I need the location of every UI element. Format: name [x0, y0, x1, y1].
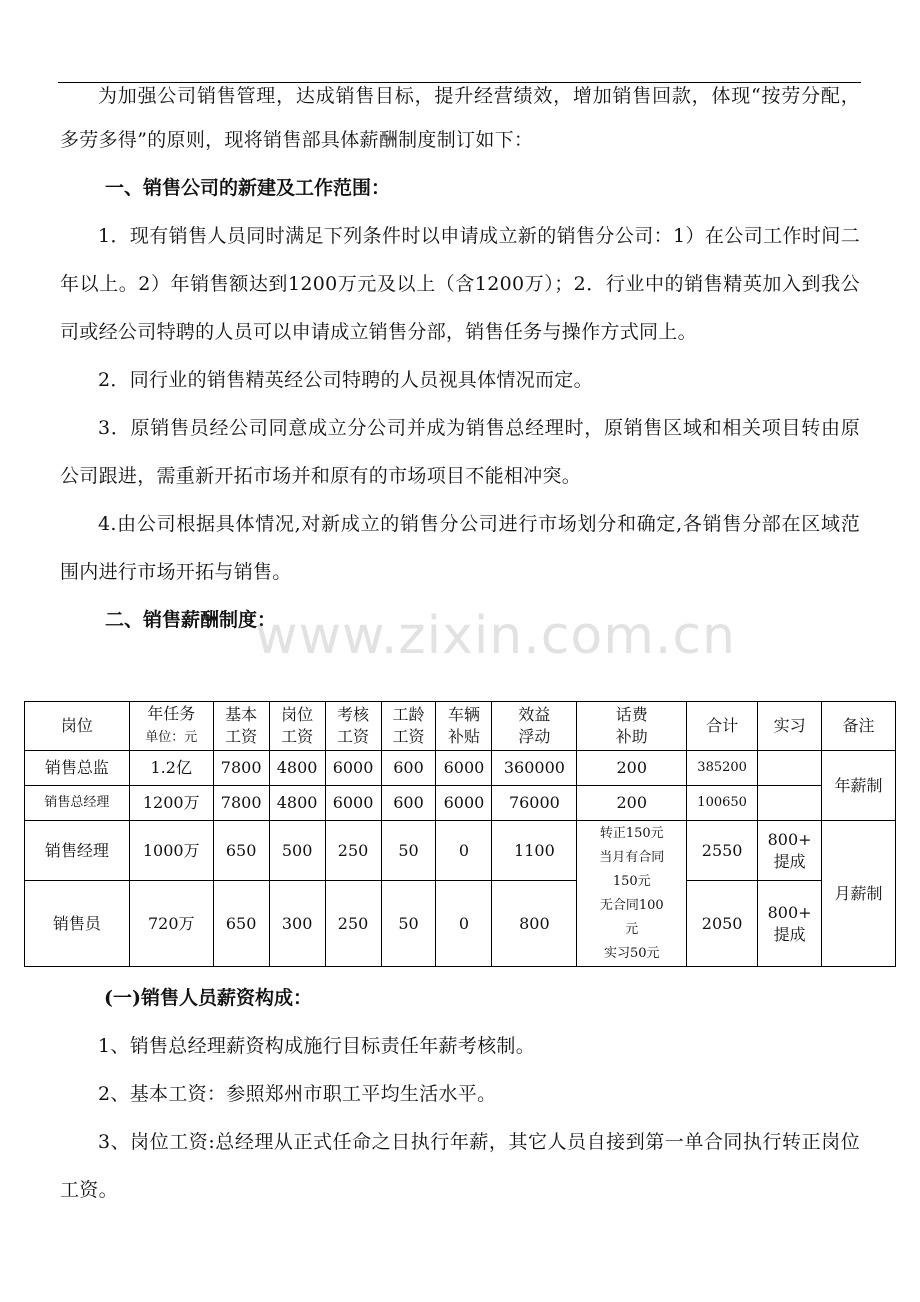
- table-row: [25, 786, 896, 821]
- document-body-continued: [60, 974, 860, 1214]
- cell-position: 4800: [269, 751, 325, 786]
- paragraph: 2．同行业的销售精英经公司特聘的人员视具体情况而定。: [98, 369, 593, 391]
- cell-total: 2550: [687, 821, 758, 881]
- table-row: [25, 751, 896, 786]
- cell-intern: 800+ 提成: [758, 881, 822, 967]
- header-cell: 实习: [758, 702, 822, 751]
- header-cell: 话费 补助: [577, 702, 687, 751]
- cell-task: 1.2亿: [129, 751, 213, 786]
- paragraph: 3、岗位工资:总经理从正式任命之日执行年薪，其它人员自接到第一单合同执行转正岗位工资。: [60, 1131, 860, 1201]
- cell-intern: [758, 751, 822, 786]
- cell-remark-annual: 年薪制: [822, 751, 896, 821]
- paragraph: 3．原销售员经公司同意成立分公司并成为销售总经理时，原销售区域和相关项目转由原公司跟进，需重新开拓市场并和原有的市场项目不能相冲突。: [60, 417, 860, 487]
- section-heading-2: 二、销售薪酬制度：: [105, 609, 277, 631]
- header-cell: 合计: [687, 702, 758, 751]
- cell-intern: [758, 786, 822, 821]
- cell-task: 1000万: [129, 821, 213, 881]
- cell-base: 7800: [213, 751, 269, 786]
- header-cell: 岗位: [25, 702, 130, 751]
- cell-task: 1200万: [129, 786, 213, 821]
- watermark: www.zixin.com.cn: [255, 606, 736, 666]
- cell-vehicle: 0: [436, 881, 492, 967]
- cell-vehicle: 6000: [436, 751, 492, 786]
- header-cell: 车辆 补贴: [436, 702, 492, 751]
- cell-vehicle: 6000: [436, 786, 492, 821]
- table-header-row: [25, 702, 896, 751]
- header-cell: 备注: [822, 702, 896, 751]
- cell-benefit: 1100: [492, 821, 577, 881]
- salary-table: [24, 701, 896, 967]
- document-body: [60, 82, 860, 644]
- header-cell: 考核 工资: [325, 702, 381, 751]
- cell-position: 500: [269, 821, 325, 881]
- header-cell: 岗位 工资: [269, 702, 325, 751]
- cell-seniority: 600: [381, 751, 436, 786]
- cell-vehicle: 0: [436, 821, 492, 881]
- intro-paragraph: 为加强公司销售管理，达成销售目标，提升经营绩效，增加销售回款，体现“按劳分配，多劳多得”的原则，现将销售部具体薪酬制度制订如下：: [60, 85, 860, 151]
- cell-task: 720万: [129, 881, 213, 967]
- cell-benefit: 800: [492, 881, 577, 967]
- cell-total: 385200: [687, 751, 758, 786]
- cell-seniority: 600: [381, 786, 436, 821]
- paragraph: 1、销售总经理薪资构成施行目标责任年薪考核制。: [98, 1035, 535, 1057]
- paragraph: 4.由公司根据具体情况,对新成立的销售分公司进行市场划分和确定,各销售分部在区域范围内进行市场开拓与销售。: [60, 513, 860, 583]
- cell-seniority: 50: [381, 821, 436, 881]
- header-cell: 基本 工资: [213, 702, 269, 751]
- cell-remark-monthly: 月薪制: [822, 821, 896, 967]
- section-heading-1: 一、销售公司的新建及工作范围：: [105, 177, 391, 199]
- cell-post: 销售员: [25, 881, 130, 967]
- header-cell: 工龄 工资: [381, 702, 436, 751]
- cell-base: 650: [213, 821, 269, 881]
- cell-phone: 200: [577, 751, 687, 786]
- table-row: [25, 881, 896, 967]
- cell-assess: 250: [325, 821, 381, 881]
- cell-phone: 200: [577, 786, 687, 821]
- header-cell: 年任务 单位：元: [129, 702, 213, 751]
- cell-benefit: 360000: [492, 751, 577, 786]
- cell-intern: 800+ 提成: [758, 821, 822, 881]
- cell-position: 4800: [269, 786, 325, 821]
- cell-total: 2050: [687, 881, 758, 967]
- cell-post: 销售经理: [25, 821, 130, 881]
- table-row: [25, 821, 896, 881]
- cell-base: 650: [213, 881, 269, 967]
- cell-phone-note: 转正150元 当月有合同 150元 无合同100 元 实习50元: [577, 821, 687, 967]
- cell-post: 销售总经理: [25, 786, 130, 821]
- cell-post: 销售总监: [25, 751, 130, 786]
- cell-benefit: 76000: [492, 786, 577, 821]
- section-heading-3: (一)销售人员薪资构成：: [104, 987, 312, 1009]
- header-cell: 效益 浮动: [492, 702, 577, 751]
- cell-position: 300: [269, 881, 325, 967]
- paragraph: 2、基本工资：参照郑州市职工平均生活水平。: [98, 1083, 497, 1105]
- cell-base: 7800: [213, 786, 269, 821]
- cell-assess: 250: [325, 881, 381, 967]
- paragraph: 1．现有销售人员同时满足下列条件时以申请成立新的销售分公司：1）在公司工作时间二年以上。2）年销售额达到1200万元及以上（含1200万）；2．行业中的销售精英加入到我公司或经公司特聘的人员可以申请成立销售分部，销售任务与操作方式同上。: [60, 225, 860, 343]
- cell-assess: 6000: [325, 786, 381, 821]
- cell-seniority: 50: [381, 881, 436, 967]
- cell-total: 100650: [687, 786, 758, 821]
- cell-assess: 6000: [325, 751, 381, 786]
